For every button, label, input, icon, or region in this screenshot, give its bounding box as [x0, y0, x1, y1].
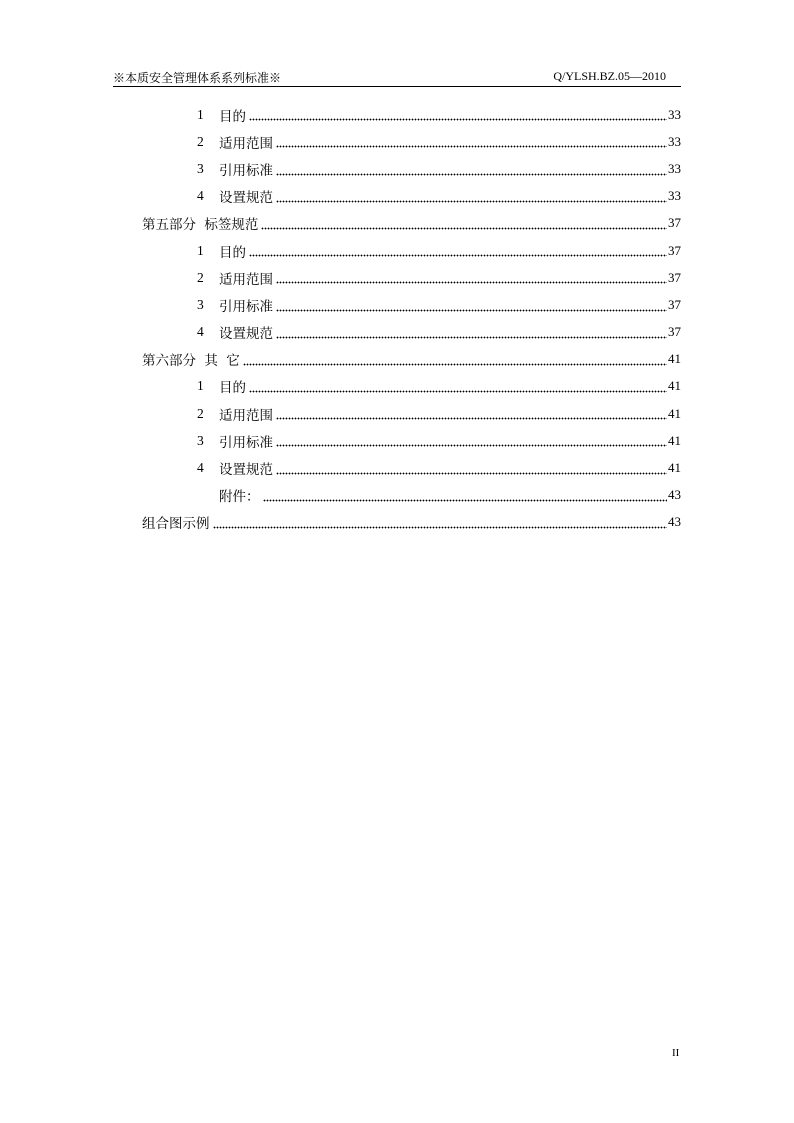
- toc-entry-title: 引用标准: [219, 162, 273, 178]
- toc-entry-title: 适用范围: [219, 407, 273, 423]
- toc-entry: [142, 128, 681, 155]
- toc-entry: [142, 291, 681, 318]
- toc-entry: [142, 264, 681, 291]
- toc-entry-title: 设置规范: [219, 326, 273, 342]
- dot-leader: [263, 482, 668, 509]
- toc-entry: [142, 319, 681, 346]
- dot-leader: [261, 210, 667, 237]
- toc-entry-number: 3: [197, 160, 204, 176]
- dot-leader: [249, 237, 667, 264]
- toc-entry-number: 2: [197, 133, 204, 149]
- toc-entry-page: 33: [668, 133, 681, 149]
- toc-entry-title: 附件：: [219, 489, 260, 505]
- dot-leader: [276, 400, 667, 427]
- toc-part-title: 第五部分 标签规范: [142, 217, 259, 233]
- toc-entry-title: 引用标准: [219, 434, 273, 450]
- toc-part-title: 第六部分 其 它: [142, 353, 240, 369]
- toc-entry-page: 37: [668, 242, 681, 258]
- toc-entry-page: 33: [668, 106, 681, 122]
- toc-entry: [142, 454, 681, 481]
- toc-entry-page: 41: [668, 378, 681, 394]
- toc-entry: [142, 400, 681, 427]
- standard-series-title: ※本质安全管理体系系列标准※: [113, 71, 282, 85]
- toc-entry-number: 1: [197, 106, 204, 122]
- page-number: II: [672, 1047, 680, 1059]
- toc-entry-page: 33: [668, 160, 681, 176]
- toc-entry-page: 43: [668, 487, 681, 503]
- dot-leader: [243, 346, 667, 373]
- toc-entry-title: 设置规范: [219, 190, 273, 206]
- toc-entry-page: 37: [668, 269, 681, 285]
- dot-leader: [276, 427, 667, 454]
- dot-leader: [276, 319, 667, 346]
- toc-entry-number: 3: [197, 296, 204, 312]
- toc-part-entry: [142, 509, 681, 536]
- toc-entry-page: 37: [668, 215, 681, 231]
- dot-leader: [276, 291, 667, 318]
- standard-code: Q/YLSH.BZ.05—2010: [553, 69, 666, 83]
- toc-entry-number: 2: [197, 405, 204, 421]
- page-header: [113, 66, 681, 87]
- dot-leader: [276, 128, 667, 155]
- dot-leader: [276, 454, 667, 481]
- toc-entry-title: 适用范围: [219, 271, 273, 287]
- dot-leader: [249, 101, 667, 128]
- dot-leader: [249, 373, 667, 400]
- toc-entry-title: 引用标准: [219, 298, 273, 314]
- dot-leader: [276, 264, 667, 291]
- toc-part-title: 组合图示例: [142, 516, 210, 532]
- dot-leader: [276, 183, 667, 210]
- toc-entry-number: 1: [197, 242, 204, 258]
- toc-entry-title: 适用范围: [219, 135, 273, 151]
- toc-entry-page: 33: [668, 188, 681, 204]
- toc-entry: [142, 427, 681, 454]
- toc-entry: [142, 373, 681, 400]
- toc-entry-title: 目的: [219, 108, 246, 124]
- toc-entry-page: 41: [668, 460, 681, 476]
- toc-entry: [142, 101, 681, 128]
- toc-entry-page: 37: [668, 324, 681, 340]
- toc-entry-page: 41: [668, 432, 681, 448]
- toc-entry-number: 4: [197, 188, 204, 204]
- table-of-contents: [142, 101, 681, 536]
- toc-entry: [142, 237, 681, 264]
- toc-entry-title: 目的: [219, 244, 246, 260]
- toc-entry-page: 41: [668, 405, 681, 421]
- dot-leader: [213, 509, 668, 536]
- toc-entry-page: 37: [668, 296, 681, 312]
- toc-entry-title: 设置规范: [219, 462, 273, 478]
- toc-appendix-entry: [142, 482, 681, 509]
- toc-entry-number: 2: [197, 269, 204, 285]
- toc-entry-number: 4: [197, 324, 204, 340]
- toc-entry: [142, 183, 681, 210]
- toc-entry-number: 4: [197, 460, 204, 476]
- toc-entry-page: 43: [668, 514, 681, 530]
- toc-part-entry: [142, 346, 681, 373]
- toc-part-entry: [142, 210, 681, 237]
- toc-entry-title: 目的: [219, 380, 246, 396]
- toc-entry-number: 3: [197, 432, 204, 448]
- toc-entry-number: 1: [197, 378, 204, 394]
- toc-entry-page: 41: [668, 351, 681, 367]
- dot-leader: [276, 155, 667, 182]
- toc-entry: [142, 155, 681, 182]
